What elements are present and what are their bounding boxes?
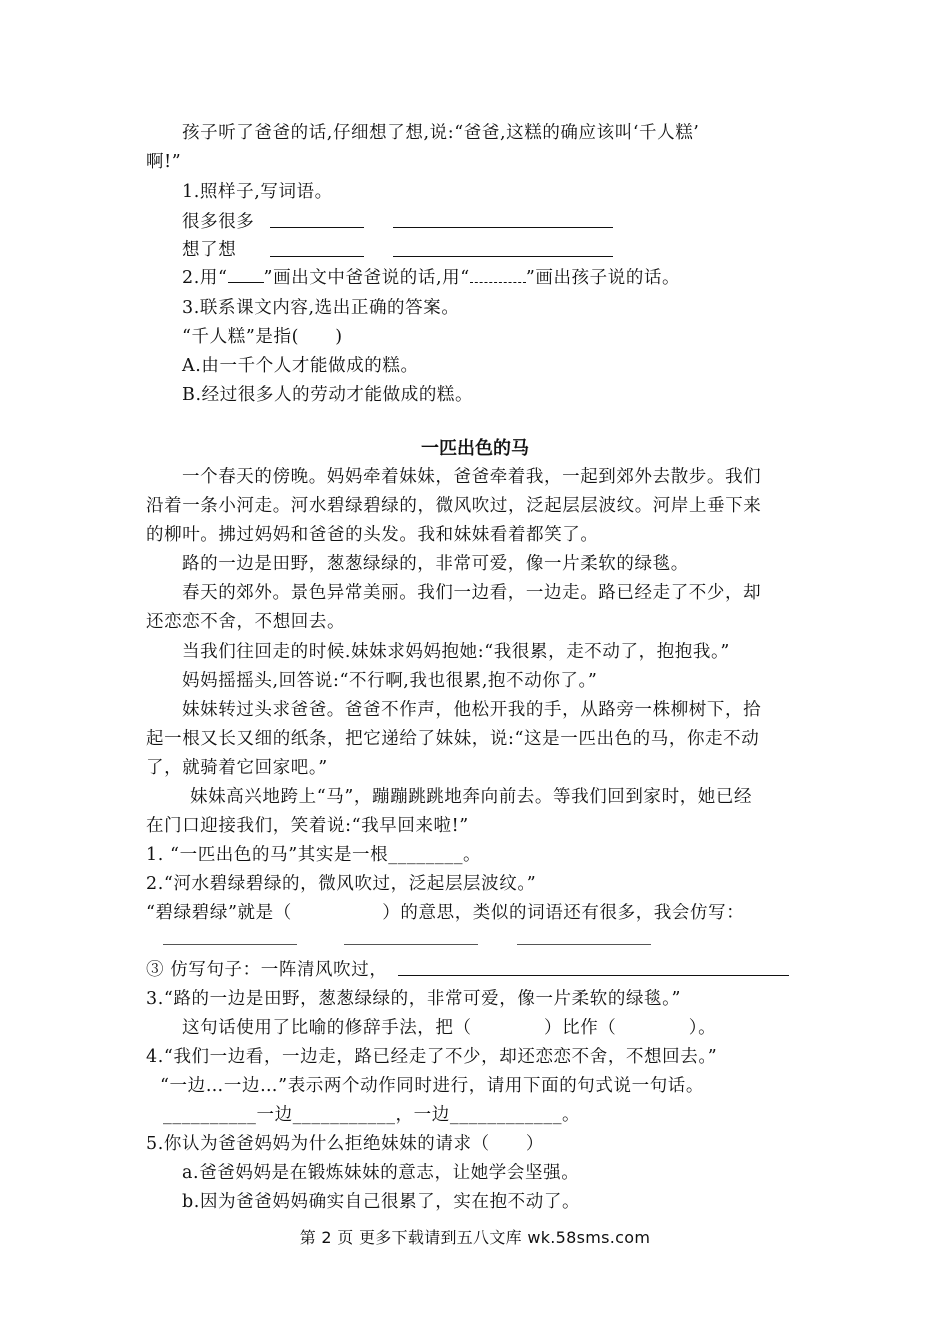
option-a: A.由一千个人才能做成的糕。 <box>182 356 419 376</box>
paragraph-line: 妹妹高兴地跨上“马”，蹦蹦跳跳地奔向前去。等我们回到家时，她已经 <box>190 787 753 807</box>
question-line: 5.你认为爸爸妈妈为什么拒绝妹妹的请求（ ） <box>146 1134 544 1154</box>
paragraph-line: 一个春天的傍晚。妈妈牵着妹妹，爸爸牵着我，一起到郊外去散步。我们 <box>182 467 762 487</box>
question-line: 1. “一匹出色的马”其实是一根________。 <box>146 845 482 865</box>
question-line: 4.“我们一边看，一边走，路已经走了不少，却还恋恋不舍，不想回去。” <box>146 1047 718 1067</box>
answer-blank[interactable] <box>163 944 297 945</box>
question-2-part: 2.用“ <box>182 268 228 288</box>
paragraph-line: 起一根又长又细的纸条，把它递给了妹妹，说:“这是一匹出色的马，你走不动 <box>146 729 760 749</box>
question-1-example: 很多很多 <box>182 212 255 232</box>
option-a: a.爸爸妈妈是在锻炼妹妹的意志，让她学会坚强。 <box>182 1163 580 1183</box>
option-b: B.经过很多人的劳动才能做成的糕。 <box>182 385 474 405</box>
page-footer: 第 2 页 更多下载请到五八文库 wk.58sms.com <box>299 1228 651 1247</box>
paragraph-line: 在门口迎接我们，笑着说:“我早回来啦!” <box>146 816 469 836</box>
answer-blank[interactable] <box>344 944 478 945</box>
paragraph-line: 路的一边是田野，葱葱绿绿的，非常可爱，像一片柔软的绿毯。 <box>182 554 689 574</box>
paragraph-line: 妈妈摇摇头,回答说:“不行啊,我也很累,抱不动你了。” <box>182 671 598 691</box>
question-3-title: 3.联系课文内容,选出正确的答案。 <box>182 298 460 318</box>
answer-blank[interactable] <box>270 227 364 228</box>
paragraph-line: 当我们往回走的时候.妹妹求妈妈抱她:“我很累，走不动了，抱抱我。” <box>182 642 730 662</box>
dashed-underline-sample <box>470 268 526 283</box>
answer-blank[interactable] <box>398 975 789 976</box>
question-3-stem: “千人糕”是指( ) <box>182 327 343 347</box>
answer-blank[interactable] <box>499 256 613 257</box>
paragraph-line: 沿着一条小河走。河水碧绿碧绿的，微风吹过，泛起层层波纹。河岸上垂下来 <box>146 496 762 516</box>
passage-title: 一匹出色的马 <box>421 438 529 459</box>
question-1-title: 1.照样子,写词语。 <box>182 182 333 202</box>
question-1-example: 想了想 <box>182 240 237 260</box>
question-2-part: ”画出孩子说的话。 <box>525 268 681 288</box>
question-line: “一边…一边…”表示两个动作同时进行，请用下面的句式说一句话。 <box>160 1076 704 1096</box>
paragraph-line: 春天的郊外。景色异常美丽。我们一边看，一边走。路已经走了不少，却 <box>182 583 762 603</box>
question-line: 2.“河水碧绿碧绿的，微风吹过，泛起层层波纹。” <box>146 874 537 894</box>
passage1-line: 孩子听了爸爸的话,仔细想了想,说:“爸爸,这糕的确应该叫‘千人糕’ <box>182 123 700 143</box>
question-line: __________一边___________，一边____________。 <box>163 1105 581 1125</box>
paragraph-line: 了，就骑着它回家吧。” <box>146 758 328 778</box>
question-2-line <box>182 266 680 290</box>
passage1-line: 啊!” <box>146 152 182 172</box>
answer-blank[interactable] <box>517 944 651 945</box>
paragraph-line: 还恋恋不舍，不想回去。 <box>146 612 346 632</box>
answer-blank[interactable] <box>393 227 507 228</box>
question-line: 3.“路的一边是田野，葱葱绿绿的，非常可爱，像一片柔软的绿毯。” <box>146 989 682 1009</box>
answer-blank[interactable] <box>499 227 613 228</box>
question-line: “碧绿碧绿”就是（ ）的意思，类似的词语还有很多，我会仿写： <box>146 903 745 923</box>
paragraph-line: 的柳叶。拂过妈妈和爸爸的头发。我和妹妹看着都笑了。 <box>146 525 599 545</box>
answer-blank[interactable] <box>270 256 364 257</box>
question-2-part: ”画出文中爸爸说的话,用“ <box>263 268 470 288</box>
option-b: b.因为爸爸妈妈确实自己很累了，实在抱不动了。 <box>182 1192 581 1212</box>
paragraph-line: 妹妹转过头求爸爸。爸爸不作声，他松开我的手，从路旁一株柳树下，拾 <box>182 700 762 720</box>
question-line: ③ 仿写句子：一阵清风吹过， <box>146 960 388 980</box>
answer-blank[interactable] <box>393 256 507 257</box>
solid-underline-sample <box>228 268 264 283</box>
question-line: 这句话使用了比喻的修辞手法，把（ ）比作（ ）。 <box>182 1018 717 1038</box>
